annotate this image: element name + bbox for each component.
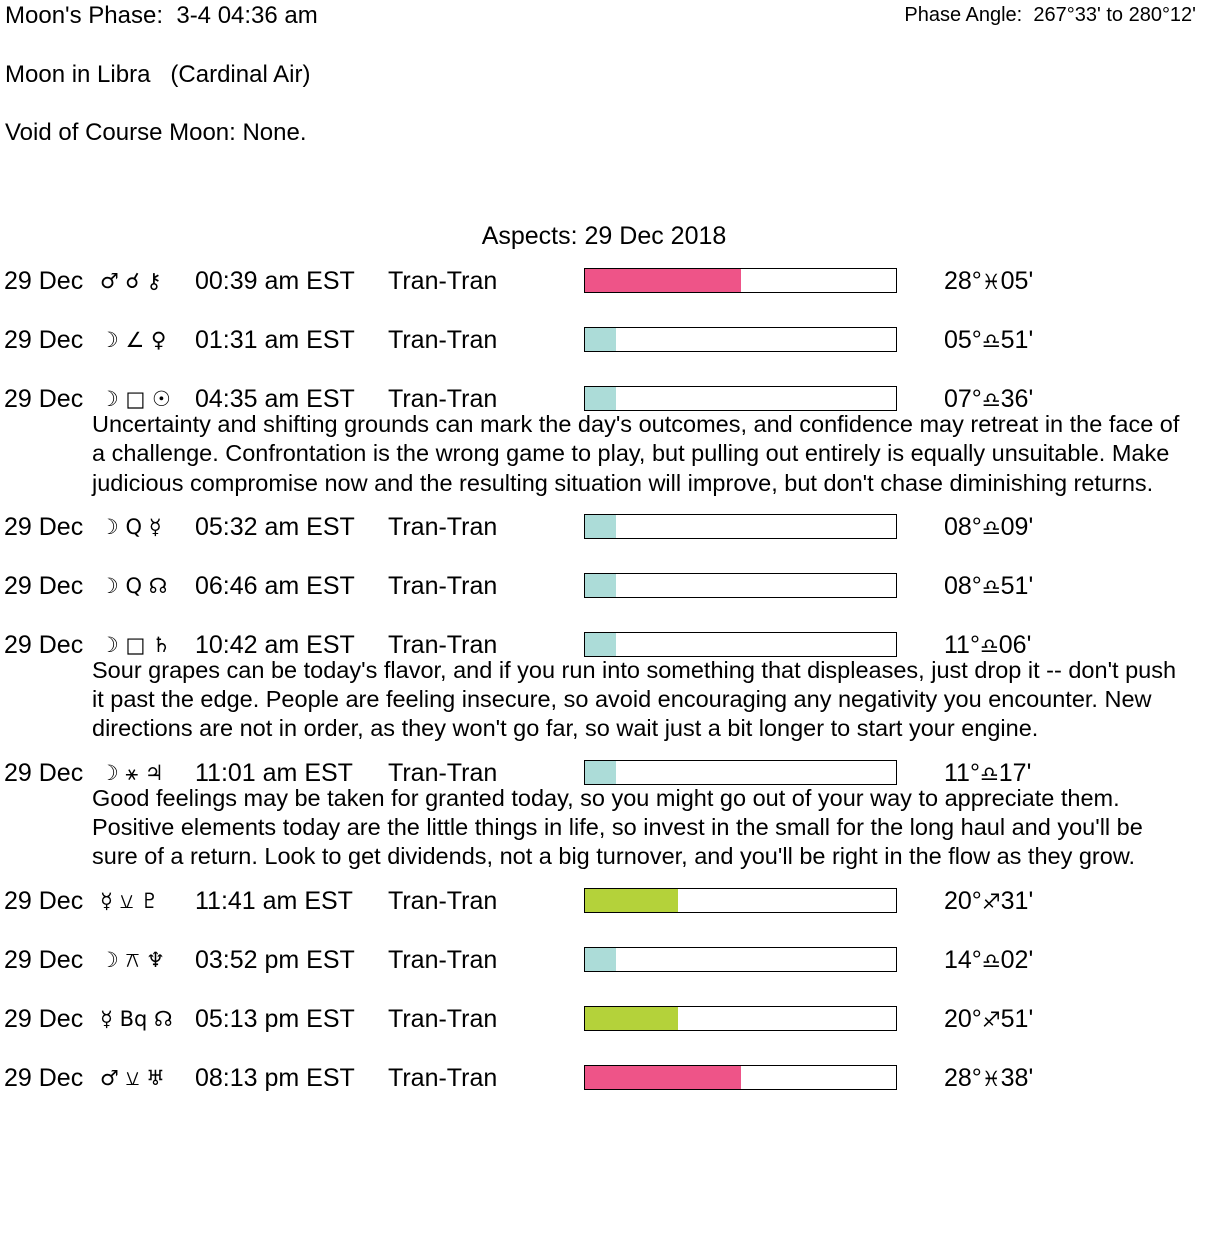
aspect-row	[0, 1000, 1208, 1038]
position-degrees: 11°	[944, 630, 980, 659]
position-degrees: 07°	[944, 385, 982, 413]
aspect-time: 11:01 am EST	[195, 758, 353, 787]
strength-bar-fill	[585, 889, 678, 912]
strength-bar	[584, 268, 897, 293]
aspect-glyphs: ☽ □ ♄	[100, 632, 171, 657]
strength-bar	[584, 632, 897, 657]
zodiac-sign-icon: ♎	[981, 329, 1001, 353]
aspect-kind: Tran-Tran	[388, 571, 498, 600]
aspect-time: 06:46 am EST	[195, 571, 355, 600]
aspect-time: 10:42 am EST	[195, 630, 355, 659]
aspect-position	[944, 626, 1031, 665]
aspect-entry	[0, 380, 1208, 498]
aspect-position	[944, 508, 1033, 547]
position-degrees: 11°	[944, 758, 980, 787]
aspect-entry	[0, 626, 1208, 744]
strength-bar	[584, 386, 897, 411]
moon-sign: Moon in Libra (Cardinal Air)	[5, 61, 311, 88]
aspect-date: 29 Dec	[4, 326, 84, 354]
strength-bar	[584, 1065, 897, 1090]
position-degrees: 08°	[944, 512, 982, 541]
aspect-glyphs: ☽ Q ☿	[100, 514, 162, 539]
aspect-row	[0, 567, 1208, 605]
strength-bar-fill	[585, 515, 616, 538]
position-degrees: 20°	[944, 886, 982, 915]
aspect-position	[944, 941, 1033, 980]
strength-bar-fill	[585, 269, 741, 292]
aspect-description: Uncertainty and shifting grounds can mark the day's outcomes, and confidence may retreat in the face of a challenge. Confrontation is the wrong game to play, but pulling out entirely is equally unsuitable. Make judicious compromise now and the resulting situation will improve, but don't chase diminishing returns.	[92, 411, 1180, 496]
zodiac-sign-icon: ♓	[981, 1066, 1001, 1091]
position-degrees: 28°	[944, 267, 982, 295]
aspect-time: 11:41 am EST	[195, 886, 353, 915]
position-degrees: 28°	[944, 1063, 982, 1092]
aspect-entry	[0, 882, 1208, 941]
aspect-position	[944, 262, 1033, 301]
aspect-glyphs: ♂ ⚺ ♅	[100, 1065, 165, 1090]
position-minutes: 51'	[1000, 571, 1034, 600]
aspect-kind: Tran-Tran	[388, 385, 498, 413]
aspect-glyphs: ☽ ⚻ ♆	[100, 947, 165, 972]
aspect-description: Good feelings may be taken for granted today, so you might go out of your way to appreciate them. Positive elements today are the little things in life, so invest in the small for the long haul and you'll be sure of a return. Look to get dividends, not a big turnover, and you'll be right in the flow as they grow.	[92, 784, 1143, 870]
aspect-description: Sour grapes can be today's flavor, and if you run into something that displeases, just drop it -- don't push it past the edge. People are feeling insecure, so avoid encouraging any negativity you encounter. New directions are not in order, as they won't go far, so wait just a bit longer to start your engine.	[92, 656, 1177, 742]
aspect-date: 29 Dec	[4, 267, 84, 295]
aspect-row	[0, 626, 1208, 664]
aspect-row	[0, 882, 1208, 920]
strength-bar	[584, 327, 897, 352]
aspect-entry	[0, 1000, 1208, 1059]
strength-bar	[584, 1006, 897, 1031]
aspect-position	[944, 1000, 1033, 1039]
phase-angle: Phase Angle: 267°33' to 280°12'	[904, 4, 1196, 26]
zodiac-sign-icon: ♎	[981, 515, 1001, 540]
row-spacer	[0, 359, 1208, 380]
position-degrees: 20°	[944, 1004, 982, 1033]
strength-bar-fill	[585, 328, 616, 351]
aspect-entry	[0, 508, 1208, 567]
strength-bar-fill	[585, 387, 616, 410]
aspect-row	[0, 262, 1208, 300]
strength-bar-fill	[585, 574, 616, 597]
strength-bar-fill	[585, 1007, 678, 1030]
aspect-entry	[0, 262, 1208, 321]
strength-bar-fill	[585, 1066, 741, 1089]
aspect-time: 01:31 am EST	[195, 326, 355, 354]
position-minutes: 02'	[1000, 945, 1034, 974]
aspect-time: 04:35 am EST	[195, 385, 355, 413]
strength-bar-fill	[585, 633, 616, 656]
zodiac-sign-icon: ♎	[979, 633, 999, 658]
zodiac-sign-icon: ♐	[981, 1007, 1001, 1032]
row-spacer	[0, 605, 1208, 626]
strength-bar-fill	[585, 761, 616, 784]
strength-bar	[584, 514, 897, 539]
aspect-date: 29 Dec	[4, 630, 84, 659]
aspect-time: 05:13 pm EST	[195, 1004, 355, 1033]
aspect-date: 29 Dec	[4, 512, 84, 541]
aspect-date: 29 Dec	[4, 385, 84, 413]
aspect-kind: Tran-Tran	[388, 1004, 498, 1033]
aspect-time: 05:32 am EST	[195, 512, 355, 541]
aspect-glyphs: ♂ ☌ ⚷	[100, 269, 162, 293]
strength-bar	[584, 760, 897, 785]
position-degrees: 14°	[944, 945, 982, 974]
aspect-kind: Tran-Tran	[388, 758, 498, 787]
aspect-date: 29 Dec	[4, 1063, 84, 1092]
zodiac-sign-icon: ♎	[981, 574, 1001, 599]
position-minutes: 17'	[998, 758, 1032, 787]
aspect-date: 29 Dec	[4, 886, 84, 915]
aspect-kind: Tran-Tran	[388, 886, 498, 915]
strength-bar-fill	[585, 948, 616, 971]
strength-bar	[584, 947, 897, 972]
aspect-date: 29 Dec	[4, 758, 84, 787]
position-minutes: 05'	[1000, 267, 1034, 295]
aspect-glyphs: ☽ □ ☉	[100, 387, 171, 411]
aspect-glyphs: ☿ ⚺ ♇	[100, 888, 160, 913]
zodiac-sign-icon: ♎	[981, 948, 1001, 973]
position-minutes: 09'	[1000, 512, 1034, 541]
aspect-row	[0, 508, 1208, 546]
aspect-time: 03:52 pm EST	[195, 945, 355, 974]
aspect-entry	[0, 1059, 1208, 1097]
aspect-date: 29 Dec	[4, 571, 84, 600]
aspect-entry	[0, 567, 1208, 626]
strength-bar	[584, 888, 897, 913]
position-minutes: 51'	[1000, 326, 1034, 354]
zodiac-sign-icon: ♎	[981, 388, 1001, 412]
position-minutes: 36'	[1000, 385, 1034, 413]
aspect-glyphs: ☽ ∠ ♀	[100, 328, 167, 352]
void-of-course: Void of Course Moon: None.	[5, 119, 307, 146]
position-minutes: 31'	[1000, 886, 1034, 915]
aspect-row	[0, 754, 1208, 792]
aspect-entry	[0, 941, 1208, 1000]
strength-bar	[584, 573, 897, 598]
aspect-position	[944, 1059, 1033, 1098]
row-spacer	[0, 1038, 1208, 1059]
zodiac-sign-icon: ♓	[981, 270, 1001, 294]
moon-phase: Moon's Phase: 3-4 04:36 am	[5, 2, 318, 29]
position-degrees: 08°	[944, 571, 982, 600]
aspect-time: 08:13 pm EST	[195, 1063, 355, 1092]
aspect-kind: Tran-Tran	[388, 945, 498, 974]
aspect-kind: Tran-Tran	[388, 1063, 498, 1092]
row-spacer	[0, 546, 1208, 567]
row-spacer	[0, 920, 1208, 941]
position-minutes: 51'	[1000, 1004, 1034, 1033]
aspect-row	[0, 321, 1208, 359]
zodiac-sign-icon: ♐	[981, 889, 1001, 914]
aspect-row	[0, 1059, 1208, 1097]
position-degrees: 05°	[944, 326, 982, 354]
aspect-date: 29 Dec	[4, 945, 84, 974]
aspect-position	[944, 567, 1033, 606]
aspect-row	[0, 941, 1208, 979]
position-minutes: 06'	[998, 630, 1032, 659]
aspect-kind: Tran-Tran	[388, 512, 498, 541]
aspect-date: 29 Dec	[4, 1004, 84, 1033]
aspect-time: 00:39 am EST	[195, 267, 355, 295]
row-spacer	[0, 979, 1208, 1000]
row-spacer	[0, 300, 1208, 321]
aspect-position	[944, 321, 1033, 360]
aspect-list	[0, 262, 1208, 1097]
aspect-kind: Tran-Tran	[388, 326, 498, 354]
aspect-entry	[0, 321, 1208, 380]
zodiac-sign-icon: ♎	[979, 761, 999, 786]
aspect-kind: Tran-Tran	[388, 267, 498, 295]
aspect-position	[944, 380, 1033, 419]
aspect-kind: Tran-Tran	[388, 630, 498, 659]
aspect-glyphs: ☽ ⚹ ♃	[100, 760, 164, 785]
aspect-glyphs: ☿ Bq ☊	[100, 1006, 173, 1031]
aspect-glyphs: ☽ Q ☊	[100, 573, 168, 598]
aspect-position	[944, 882, 1033, 921]
aspect-position	[944, 754, 1031, 793]
aspect-row	[0, 380, 1208, 418]
aspect-entry	[0, 754, 1208, 872]
aspects-title: Aspects: 29 Dec 2018	[481, 222, 727, 250]
position-minutes: 38'	[1000, 1063, 1034, 1092]
